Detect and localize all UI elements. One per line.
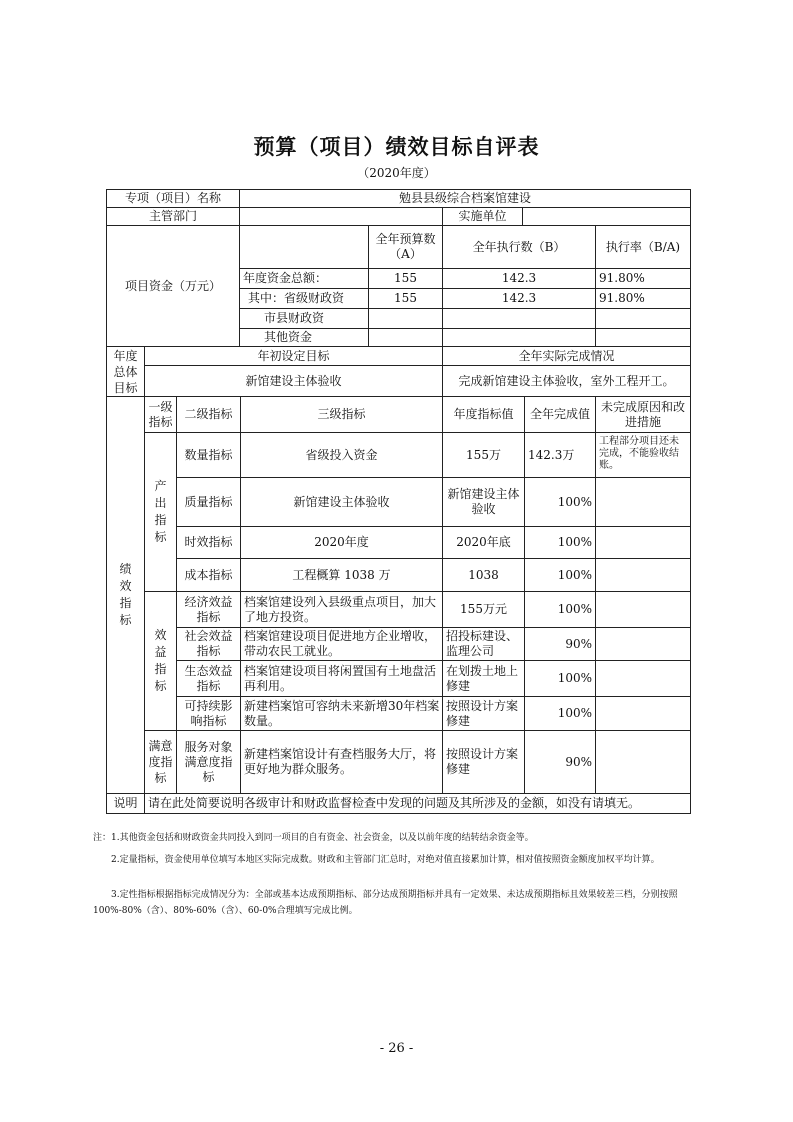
implementer-label: 实施单位 bbox=[442, 207, 523, 226]
perf-target: 1038 bbox=[442, 558, 525, 592]
page-title: 预算（项目）绩效目标自评表 bbox=[253, 135, 540, 159]
annual-initial-label: 年初设定目标 bbox=[144, 346, 443, 366]
perf-level3: 档案馆建设项目将闲置国有土地盘活再利用。 bbox=[240, 660, 443, 697]
perf-reason bbox=[595, 730, 691, 794]
annual-label bbox=[106, 346, 145, 397]
note-2: 2.定量指标，资金使用单位填写本地区实际完成数。财政和主管部门汇总时，对绝对值直接累加计算，相对值按照资金额度加权平均计算。 bbox=[111, 855, 660, 865]
perf-level2: 质量指标 bbox=[176, 477, 241, 527]
annual-label-text: 年度总体目标 bbox=[113, 348, 138, 395]
perf-group-benefit bbox=[144, 591, 177, 731]
perf-group-name: 产出指标 bbox=[154, 479, 167, 544]
perf-target: 按照设计方案修建 bbox=[442, 696, 525, 731]
perf-level3: 2020年度 bbox=[240, 526, 443, 559]
funds-header-budget: 全年预算数（A） bbox=[368, 225, 443, 269]
annual-actual-value: 完成新馆建设主体验收，室外工程开工。 bbox=[442, 365, 691, 397]
perf-header-level1: 一级指标 bbox=[144, 396, 177, 433]
perf-level3: 新建档案馆可容纳未来新增30年档案数量。 bbox=[240, 696, 443, 731]
perf-level3: 档案馆建设列入县级重点项目，加大了地方投资。 bbox=[240, 591, 443, 628]
supervisor-value bbox=[239, 207, 443, 226]
funds-row-rate bbox=[595, 308, 691, 329]
funds-header-executed: 全年执行数（B） bbox=[442, 225, 596, 269]
perf-target: 155万 bbox=[442, 432, 525, 478]
perf-target: 招投标建设、监理公司 bbox=[442, 627, 525, 661]
funds-row-executed bbox=[442, 308, 596, 329]
perf-level2: 服务对象满意度指标 bbox=[176, 730, 241, 794]
perf-done: 100% bbox=[524, 696, 596, 731]
perf-done: 142.3万 bbox=[524, 432, 596, 478]
perf-level2: 时效指标 bbox=[176, 526, 241, 559]
perf-done: 100% bbox=[524, 558, 596, 592]
perf-done: 90% bbox=[524, 627, 596, 661]
funds-row-executed: 142.3 bbox=[442, 268, 596, 289]
perf-level3: 新馆建设主体验收 bbox=[240, 477, 443, 527]
funds-row-name: 年度资金总额： bbox=[239, 268, 369, 289]
perf-level2: 社会效益指标 bbox=[176, 627, 241, 661]
funds-header-rate: 执行率（B/A) bbox=[595, 225, 691, 269]
note-1: 注：1.其他资金包括和财政资金共同投入到同一项目的自有资金、社会资金，以及以前年度的结转结余资金等。 bbox=[93, 833, 534, 843]
perf-level3: 档案馆建设项目促进地方企业增收， 带动农民工就业。 bbox=[240, 627, 443, 661]
perf-group-satisfaction bbox=[144, 730, 177, 794]
perf-group-name: 效益指标 bbox=[154, 628, 167, 693]
perf-level2: 生态效益指标 bbox=[176, 660, 241, 697]
perf-target: 155万元 bbox=[442, 591, 525, 628]
perf-header-level2: 二级指标 bbox=[176, 396, 241, 433]
perf-done: 90% bbox=[524, 730, 596, 794]
perf-done: 100% bbox=[524, 526, 596, 559]
annual-actual-label: 全年实际完成情况 bbox=[442, 346, 691, 366]
perf-header-target: 年度指标值 bbox=[442, 396, 525, 433]
perf-label-text: 绩效指标 bbox=[119, 562, 132, 627]
perf-reason bbox=[595, 627, 691, 661]
perf-reason bbox=[595, 558, 691, 592]
perf-label bbox=[106, 396, 145, 794]
perf-level3: 新建档案馆设计有查档服务大厅，将更好地为群众服务。 bbox=[240, 730, 443, 794]
funds-row-budget bbox=[368, 308, 443, 329]
perf-reason bbox=[595, 526, 691, 559]
implementer-value bbox=[522, 207, 691, 226]
annual-initial-value: 新馆建设主体验收 bbox=[144, 365, 443, 397]
perf-done: 100% bbox=[524, 477, 596, 527]
page-number: - 26 - bbox=[379, 1041, 414, 1056]
perf-done: 100% bbox=[524, 591, 596, 628]
perf-target: 新馆建设主体验收 bbox=[442, 477, 525, 527]
funds-row-budget bbox=[368, 328, 443, 347]
funds-label: 项目资金（万元） bbox=[106, 225, 240, 347]
perf-done: 100% bbox=[524, 660, 596, 697]
funds-row-budget: 155 bbox=[368, 268, 443, 289]
perf-reason bbox=[595, 660, 691, 697]
perf-header-reason: 未完成原因和改进措施 bbox=[595, 396, 691, 433]
page-subtitle: （2020年度） bbox=[357, 166, 436, 180]
project-name-label: 专项（项目）名称 bbox=[106, 189, 240, 208]
perf-level3: 工程概算 1038 万 bbox=[240, 558, 443, 592]
perf-level2: 成本指标 bbox=[176, 558, 241, 592]
perf-reason bbox=[595, 696, 691, 731]
perf-level3: 省级投入资金 bbox=[240, 432, 443, 478]
perf-target: 在划拨土地上修建 bbox=[442, 660, 525, 697]
perf-target: 2020年底 bbox=[442, 526, 525, 559]
perf-header-level3: 三级指标 bbox=[240, 396, 443, 433]
perf-level2: 数量指标 bbox=[176, 432, 241, 478]
perf-reason: 工程部分项目还未完成，不能验收结账。 bbox=[595, 432, 691, 478]
perf-header-done: 全年完成值 bbox=[524, 396, 596, 433]
supervisor-label: 主管部门 bbox=[106, 207, 240, 226]
note-3: 3.定性指标根据指标完成情况分为：全部或基本达成预期指标、部分达成预期指标并具有一定效果、未达成预期指标且效果较差三档，分别按照100%-80%（含）、80%-60%（含）、60-0%合理填写完成比例。 bbox=[93, 890, 678, 916]
perf-level2: 可持续影响指标 bbox=[176, 696, 241, 731]
perf-target: 按照设计方案修建 bbox=[442, 730, 525, 794]
funds-row-rate: 91.80% bbox=[595, 268, 691, 289]
funds-row-name: 其中：省级财政资 bbox=[239, 288, 369, 309]
perf-level2: 经济效益指标 bbox=[176, 591, 241, 628]
funds-row-budget: 155 bbox=[368, 288, 443, 309]
funds-row-name: 其他资金 bbox=[239, 328, 369, 347]
perf-reason bbox=[595, 477, 691, 527]
funds-row-executed bbox=[442, 328, 596, 347]
perf-group-name: 满意度指标 bbox=[148, 739, 173, 785]
funds-row-rate: 91.80% bbox=[595, 288, 691, 309]
explain-text: 请在此处简要说明各级审计和财政监督检查中发现的问题及其所涉及的金额，如没有请填无。 bbox=[144, 793, 691, 814]
funds-header-blank bbox=[239, 225, 369, 269]
funds-row-executed: 142.3 bbox=[442, 288, 596, 309]
explain-label: 说明 bbox=[106, 793, 145, 814]
perf-group-output bbox=[144, 432, 177, 592]
perf-reason bbox=[595, 591, 691, 628]
project-name-value: 勉县县级综合档案馆建设 bbox=[239, 189, 691, 208]
funds-row-rate bbox=[595, 328, 691, 347]
funds-row-name: 市县财政资 bbox=[239, 308, 369, 329]
